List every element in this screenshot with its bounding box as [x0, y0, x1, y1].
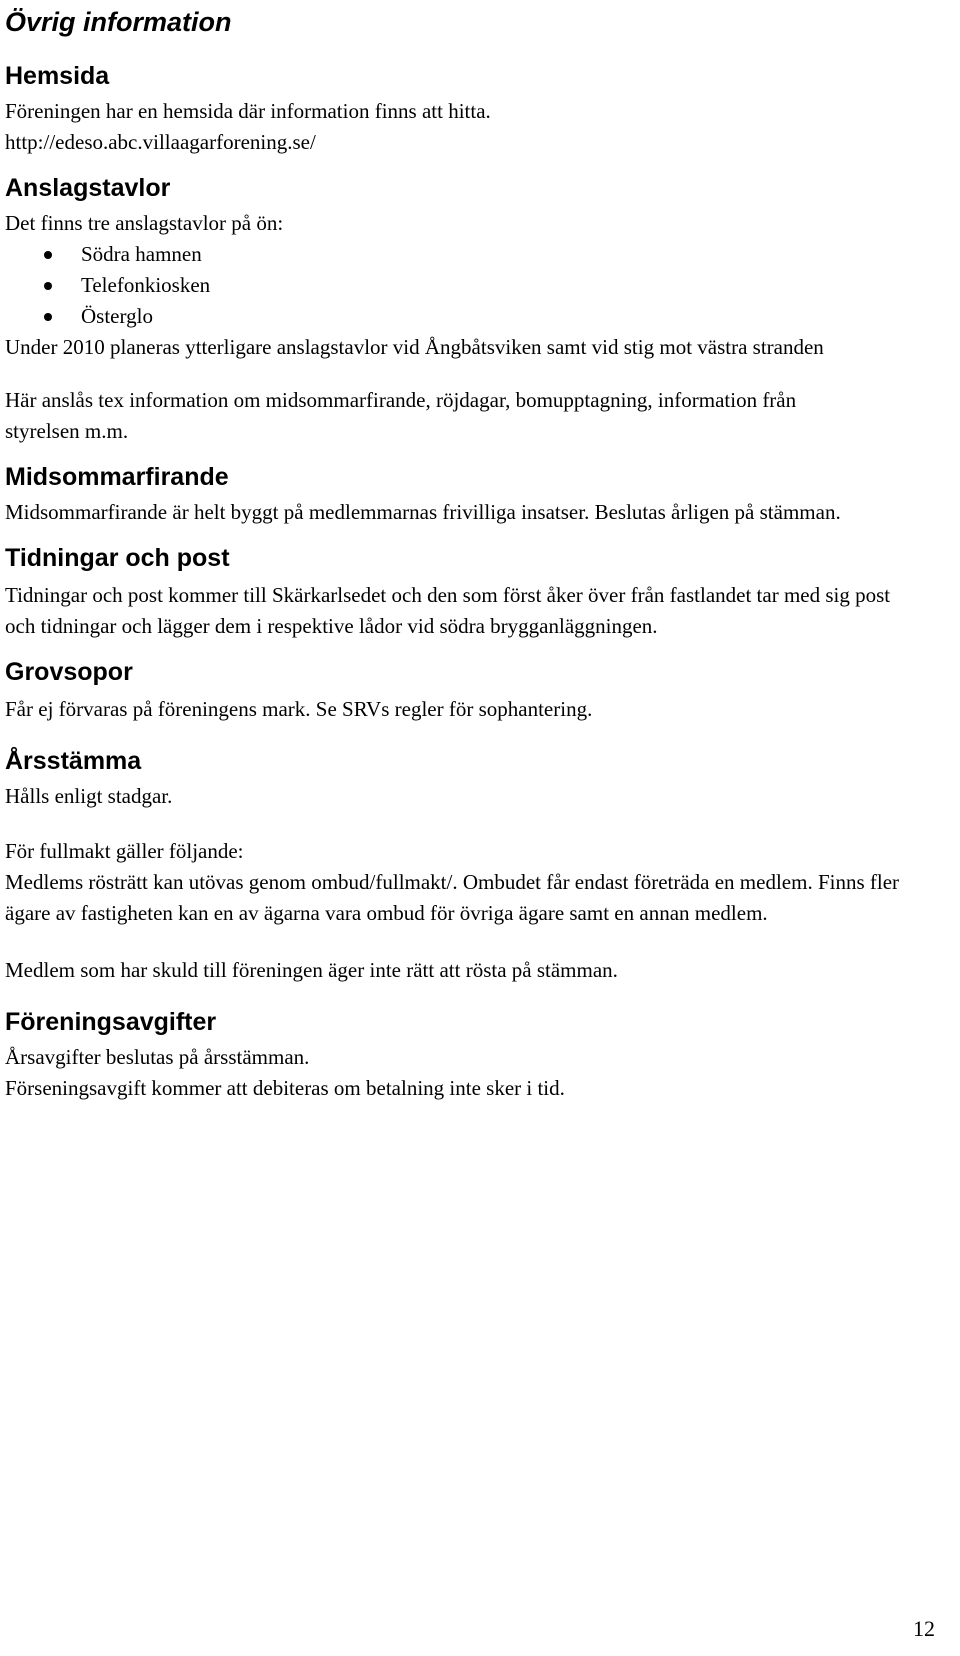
- bullet-icon: [44, 282, 52, 290]
- arsstamma-text: Hålls enligt stadgar.: [5, 784, 173, 808]
- avgifter-text-line: Årsavgifter beslutas på årsstämman.: [5, 1045, 310, 1069]
- anslagstavlor-paragraph: Under 2010 planeras ytterligare anslagstavlor vid Ångbåtsviken samt vid stig mot västra stranden: [5, 335, 824, 359]
- avgifter-text-line: Förseningsavgift kommer att debiteras om betalning inte sker i tid.: [5, 1076, 565, 1100]
- section-heading-hemsida: Hemsida: [5, 62, 110, 90]
- skuld-text: Medlem som har skuld till föreningen äger inte rätt att rösta på stämman.: [5, 958, 618, 982]
- page-title: Övrig information: [5, 7, 232, 37]
- midsommarfirande-text: Midsommarfirande är helt byggt på medlemmarnas frivilliga insatser. Beslutas årligen på stämman.: [5, 500, 841, 524]
- section-heading-midsommarfirande: Midsommarfirande: [5, 463, 229, 491]
- list-item: [5, 270, 945, 301]
- tidningar-text: Tidningar och post kommer till Skärkarlsedet och den som först åker över från fastlandet tar med sig post och tidningar och lägger dem i respektive lådor vid södra brygganläggningen.: [5, 583, 891, 638]
- list-item-label: Södra hamnen: [81, 242, 202, 266]
- section-heading-grovsopor: Grovsopor: [5, 658, 133, 686]
- document-page: [5, 0, 945, 1104]
- section-heading-arsstamma: Årsstämma: [5, 747, 142, 775]
- bullet-icon: [44, 251, 52, 259]
- list-item: [5, 239, 945, 270]
- list-item-label: Telefonkiosken: [81, 273, 211, 297]
- anslagstavlor-list: [5, 239, 945, 332]
- section-heading-anslagstavlor: Anslagstavlor: [5, 174, 171, 202]
- fullmakt-text: Medlems rösträtt kan utövas genom ombud/fullmakt/. Ombudet får endast företräda en medlem. Finns fler ägare av fastigheten kan en av ägarna vara ombud för övriga ägare samt en annan medlem.: [5, 870, 900, 925]
- anslagstavlor-intro: Det finns tre anslagstavlor på ön:: [5, 211, 284, 235]
- hemsida-text-line: Föreningen har en hemsida där information finns att hitta.: [5, 99, 491, 123]
- section-heading-avgifter: Föreningsavgifter: [5, 1008, 217, 1036]
- list-item: [5, 301, 945, 332]
- hemsida-url: http://edeso.abc.villaagarforening.se/: [5, 130, 316, 154]
- section-heading-tidningar: Tidningar och post: [5, 544, 230, 572]
- grovsopor-text: Får ej förvaras på föreningens mark. Se SRVs regler för sophantering.: [5, 697, 593, 721]
- fullmakt-intro: För fullmakt gäller följande:: [5, 839, 244, 863]
- anslagstavlor-paragraph: Här anslås tex information om midsommarfirande, röjdagar, bomupptagning, information från styrelsen m.m.: [5, 388, 797, 443]
- bullet-icon: [44, 313, 52, 321]
- list-item-label: Österglo: [81, 304, 153, 328]
- page-number: 12: [913, 1616, 935, 1641]
